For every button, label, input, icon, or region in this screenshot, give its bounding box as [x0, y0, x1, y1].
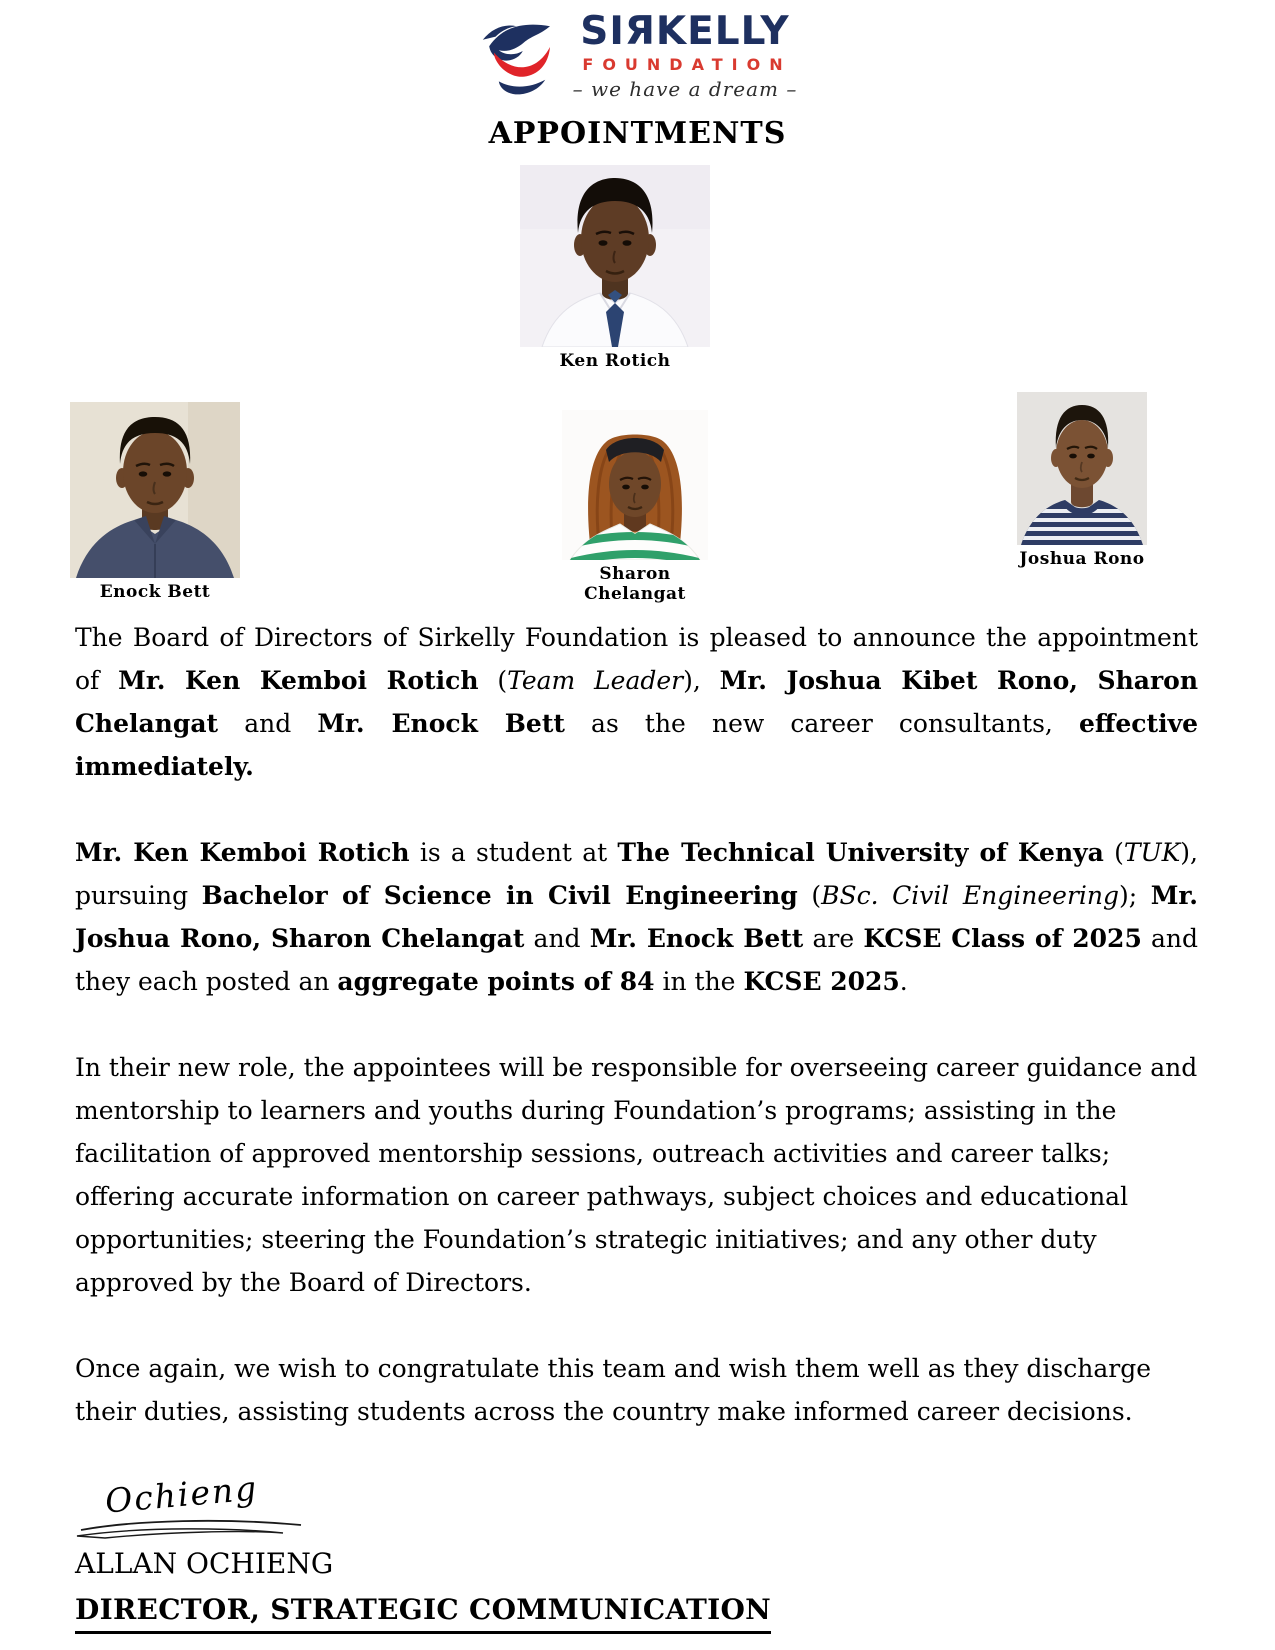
figure-enock-bett: [70, 402, 240, 602]
body-paragraph-2: Mr. Ken Kemboi Rotich is a student at The Technical University of Kenya (TUK), pursuing Bachelor of Science in Civil Engineering (BSc. Civil Engineering); Mr. Joshua Rono, Sharon Chelangat and Mr. Enock Bett are KCSE Class of 2025 and they each posted an aggregate points of 84 in the KCSE 2025.: [75, 838, 1199, 996]
sharon-chelangat-photo: [562, 410, 708, 560]
joshua-rono-photo: [1017, 392, 1147, 545]
body-paragraph-4: Once again, we wish to congratulate this team and wish them well as they discharge their duties, assisting students across the country make informed career decisions.: [75, 1354, 1152, 1426]
signature-script-text: Ochieng: [103, 1468, 260, 1521]
body-paragraph-1: The Board of Directors of Sirkelly Foundation is pleased to announce the appointment of Mr. Ken Kemboi Rotich (Team Leader), Mr. Joshua Kibet Rono, Sharon Chelangat and Mr. Enock Bett as the new career consultants, effective immediately.: [75, 623, 1198, 781]
figure-sharon-chelangat: [562, 410, 708, 604]
signature-handwriting: [75, 1468, 325, 1542]
signatory-name: ALLAN OCHIENG: [75, 1547, 334, 1580]
body-paragraph-3: In their new role, the appointees will be responsible for overseeing career guidance and mentorship to learners and youths during Foundation’s programs; assisting in the facilitation of approved mentorship sessions, outreach activities and career talks; offering accurate information on career pathways, subject choices and educational opportunities; steering the Foundation’s strategic initiatives; and any other duty approved by the Board of Directors.: [75, 1053, 1198, 1297]
photo-caption-sharon: Sharon Chelangat: [584, 564, 686, 604]
photo-caption-ken: Ken Rotich: [559, 351, 671, 371]
figure-ken-rotich: [520, 165, 710, 371]
foundation-logo: [478, 9, 798, 104]
enock-bett-photo: [70, 402, 240, 578]
tagline: – we have a dream –: [572, 76, 798, 101]
figure-joshua-rono: [1017, 392, 1147, 569]
photo-caption-enock: Enock Bett: [99, 582, 211, 602]
ken-rotich-photo: [520, 165, 710, 347]
logo-text: [572, 9, 798, 101]
signature-block: [75, 1468, 1198, 1634]
foundation-label: FOUNDATION: [582, 54, 792, 74]
letterhead: [0, 9, 1275, 104]
photo-caption-joshua: Joshua Rono: [1019, 549, 1145, 569]
foundation-bird-icon: [478, 14, 558, 104]
page-title: APPOINTMENTS: [488, 116, 787, 151]
letter-body: [75, 600, 1198, 1634]
brand-wordmark: SIЯKELLY: [580, 9, 790, 54]
signatory-title: DIRECTOR, STRATEGIC COMMUNICATION: [75, 1590, 771, 1634]
signature-flourish-icon: [75, 1516, 315, 1542]
